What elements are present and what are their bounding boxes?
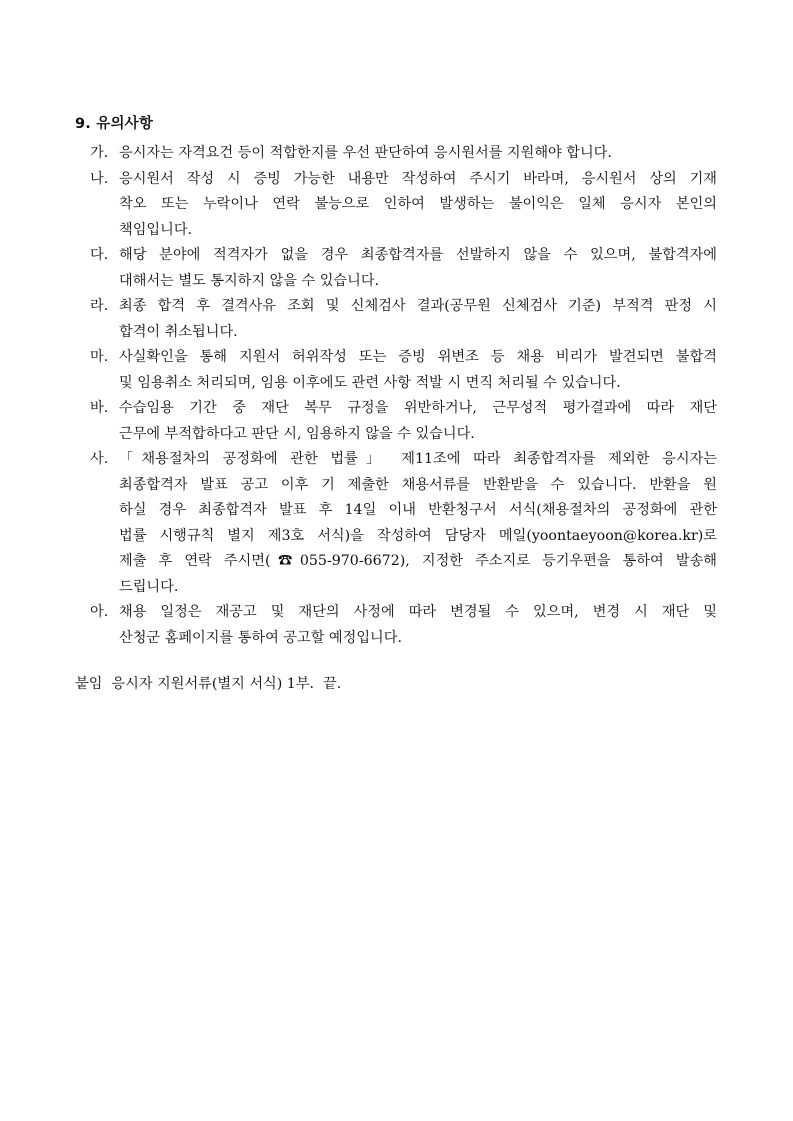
item-text-line: 응시원서 작성 시 증빙 가능한 내용만 작성하여 주시기 바라며, 응시원서 상의 기재	[119, 170, 717, 187]
item-text-line: 채용 일정은 재공고 및 재단의 사정에 따라 변경될 수 있으며, 변경 시 재단 및	[119, 604, 717, 620]
item-text-line: 「채용절차의 공정화에 관한 법률」 제11조에 따라 최종합격자를 제외한 응시자는	[119, 451, 717, 467]
item-text-line: 대해서는 별도 통지하지 않을 수 있습니다.	[119, 272, 380, 289]
notice-item	[90, 600, 717, 651]
item-marker: 마.	[90, 349, 109, 365]
notice-item	[90, 167, 717, 244]
item-text-line: 수습임용 기간 중 재단 복무 규정을 위반하거나, 근무성적 평가결과에 따라 재단	[119, 400, 717, 416]
item-marker: 다.	[90, 247, 109, 263]
item-text-line: 드립니다.	[119, 578, 179, 595]
item-text-line: 최종합격자 발표 공고 이후 기 제출한 채용서류를 반환받을 수 있습니다. 반환을 원	[119, 476, 717, 493]
item-marker: 아.	[90, 604, 109, 620]
item-marker: 라.	[90, 298, 109, 314]
notice-list	[90, 141, 717, 651]
notice-item	[90, 294, 717, 345]
item-marker: 사.	[90, 451, 109, 467]
item-text-line: 착오 또는 누락이나 연락 불능으로 인하여 발생하는 불이익은 일체 응시자 본인의	[119, 196, 717, 212]
item-text-line: 최종 합격 후 결격사유 조회 및 신체검사 결과(공무원 신체검사 기준) 부적격 판정 시	[119, 298, 717, 314]
item-text-line: 하실 경우 최종합격자 발표 후 14일 이내 반환청구서 서식(채용절차의 공정화에 관한	[119, 502, 717, 518]
item-text-line: 책임입니다.	[119, 221, 193, 238]
notice-item	[90, 345, 717, 396]
item-marker: 가.	[90, 145, 109, 161]
item-text-line: 해당 분야에 적격자가 없을 경우 최종합격자를 선발하지 않을 수 있으며, 불합격자에	[119, 247, 717, 263]
notice-item	[90, 396, 717, 447]
section-title: 9. 유의사항	[75, 116, 154, 132]
item-text-line: 응시자는 자격요건 등이 적합한지를 우선 판단하여 응시원서를 지원해야 합니다.	[119, 145, 612, 161]
item-text-line: 제출 후 연락 주시면(☎055-970-6672), 지정한 주소지로 등기우편을 통하여 발송해	[119, 553, 717, 569]
item-text-line: 법률 시행규칙 별지 제3호 서식)을 작성하여 담당자 메일(yoontaeyoon@korea.kr)로	[119, 527, 717, 544]
notice-item	[90, 243, 717, 294]
item-marker: 나.	[90, 170, 109, 187]
item-text-line: 산청군 홈페이지를 통하여 공고할 예정입니다.	[119, 629, 402, 646]
item-text-line: 사실확인을 통해 지원서 허위작성 또는 증빙 위변조 등 채용 비리가 발견되면 불합격	[119, 349, 717, 365]
attachment-note: 붙임 응시자 지원서류(별지 서식) 1부. 끝.	[75, 676, 342, 692]
item-text-line: 및 임용취소 처리되며, 임용 이후에도 관련 사항 적발 시 면직 처리될 수 있습니다.	[119, 374, 621, 391]
notice-item	[90, 447, 717, 600]
item-text-line: 근무에 부적합하다고 판단 시, 임용하지 않을 수 있습니다.	[119, 425, 475, 442]
item-marker: 바.	[90, 400, 109, 416]
item-text-line: 합격이 취소됩니다.	[119, 323, 238, 340]
notice-item	[90, 141, 717, 167]
